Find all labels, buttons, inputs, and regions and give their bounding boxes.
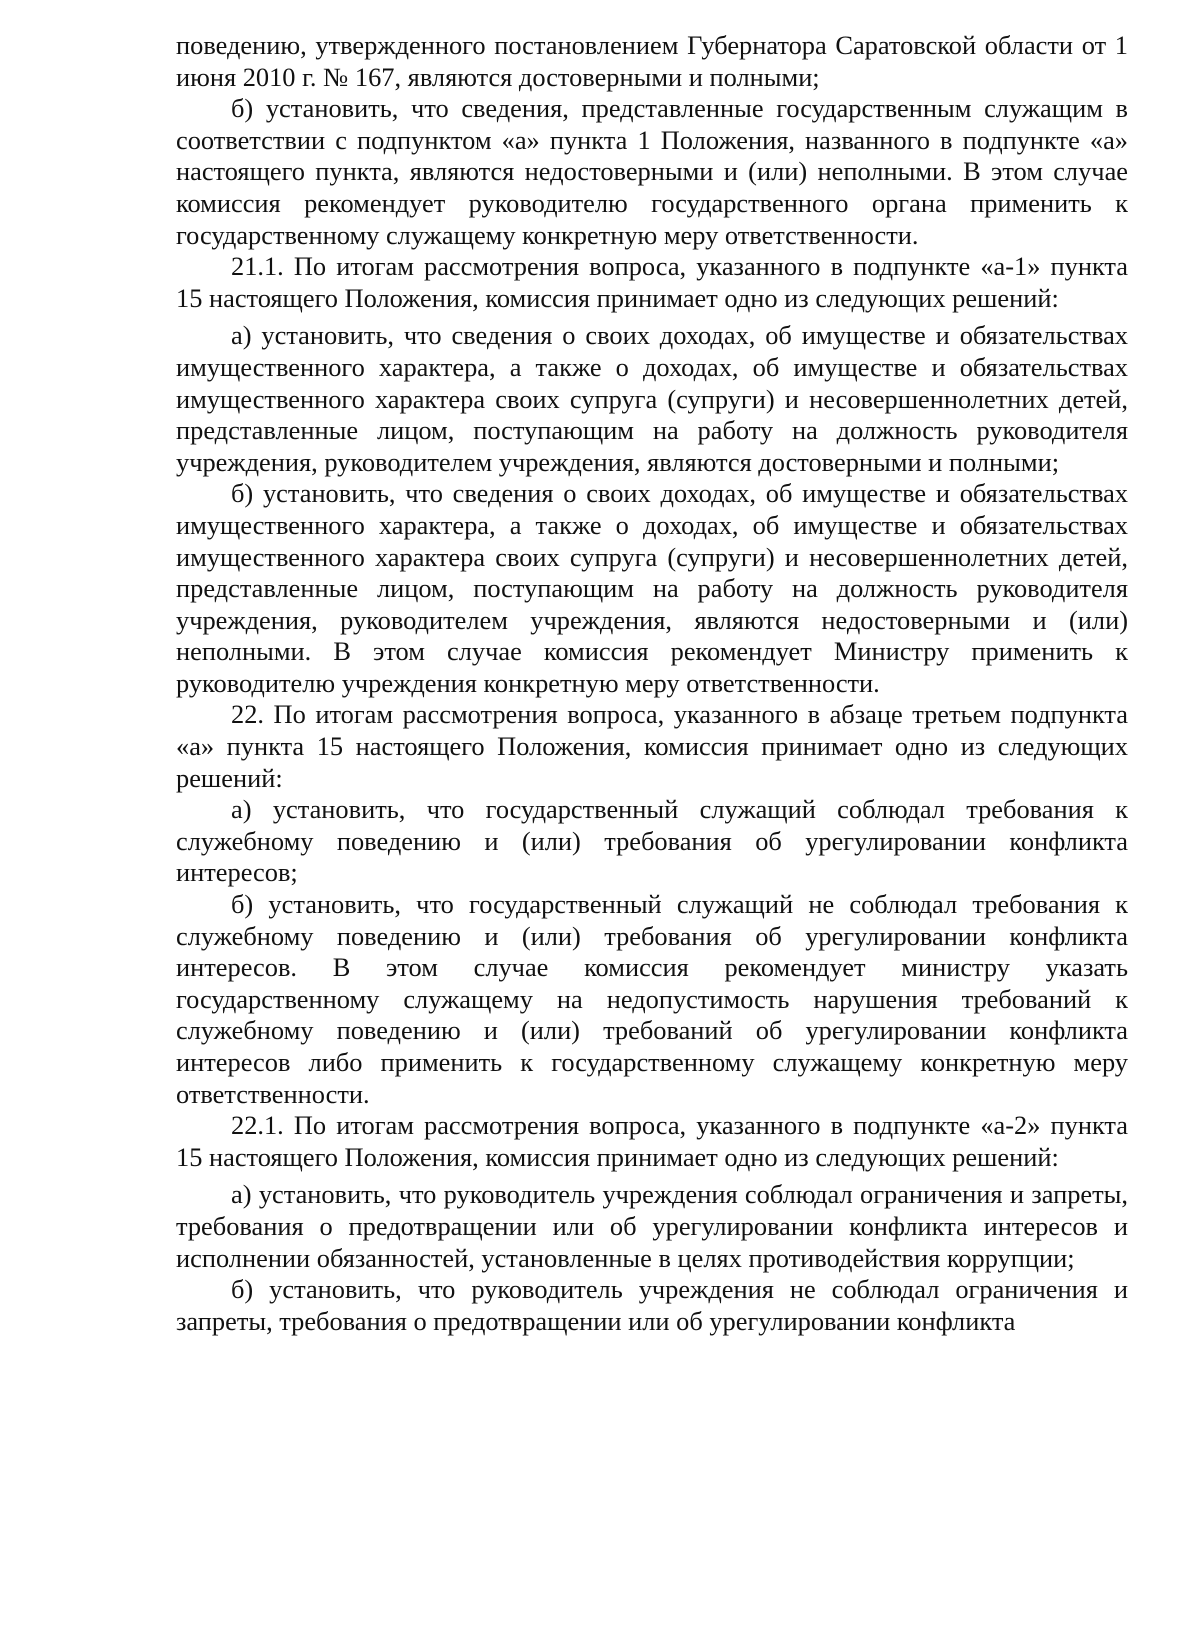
paragraph-22-1-b: б) установить, что руководитель учреждения не соблюдал ограничения и запреты, требования о предотвращении или об урегулировании конфликта xyxy=(176,1274,1128,1336)
paragraph-21-1-b: б) установить, что сведения о своих доходах, об имуществе и обязательствах имущественного характера, а также о доходах, об имуществе и обязательствах имущественного характера своих супруга (супруги) и несовершеннолетних детей, представленные лицом, поступающим на работу на должность руководителя учреждения, руководителем учреждения, являются недостоверными и (или) неполными. В этом случае комиссия рекомендует Министру применить к руководителю учреждения конкретную меру ответственности. xyxy=(176,478,1128,698)
paragraph-item-b-unreliable: б) установить, что сведения, представленные государственным служащим в соответствии с подпунктом «а» пункта 1 Положения, названного в подпункте «а» настоящего пункта, являются недостоверными и (или) неполными. В этом случае комиссия рекомендует руководителю государственного органа применить к государственному служащему конкретную меру ответственности. xyxy=(176,93,1128,250)
paragraph-continuation: поведению, утвержденного постановлением Губернатора Саратовской области от 1 июня 2010 г. № 167, являются достоверными и полными; xyxy=(176,30,1128,92)
paragraph-22-a: а) установить, что государственный служащий соблюдал требования к служебному поведению и (или) требования об урегулировании конфликта интересов; xyxy=(176,794,1128,888)
paragraph-22: 22. По итогам рассмотрения вопроса, указанного в абзаце третьем подпункта «а» пункта 15 настоящего Положения, комиссия принимает одно из следующих решений: xyxy=(176,699,1128,793)
paragraph-22-b: б) установить, что государственный служащий не соблюдал требования к служебному поведению и (или) требования об урегулировании конфликта интересов. В этом случае комиссия рекомендует министру указать государственному служащему на недопустимость нарушения требований к служебному поведению и (или) требований об урегулировании конфликта интересов либо применить к государственному служащему конкретную меру ответственности. xyxy=(176,889,1128,1109)
paragraph-22-1-a: а) установить, что руководитель учреждения соблюдал ограничения и запреты, требования о предотвращении или об урегулировании конфликта интересов и исполнении обязанностей, установленные в целях противодействия коррупции; xyxy=(176,1179,1128,1273)
paragraph-21-1-a: а) установить, что сведения о своих доходах, об имуществе и обязательствах имущественного характера, а также о доходах, об имуществе и обязательствах имущественного характера своих супруга (супруги) и несовершеннолетних детей, представленные лицом, поступающим на работу на должность руководителя учреждения, руководителем учреждения, являются достоверными и полными; xyxy=(176,320,1128,477)
paragraph-21-1: 21.1. По итогам рассмотрения вопроса, указанного в подпункте «а-1» пункта 15 настоящего Положения, комиссия принимает одно из следующих решений: xyxy=(176,251,1128,313)
paragraph-22-1: 22.1. По итогам рассмотрения вопроса, указанного в подпункте «а-2» пункта 15 настоящего Положения, комиссия принимает одно из следующих решений: xyxy=(176,1110,1128,1172)
document-page xyxy=(176,30,1128,1337)
